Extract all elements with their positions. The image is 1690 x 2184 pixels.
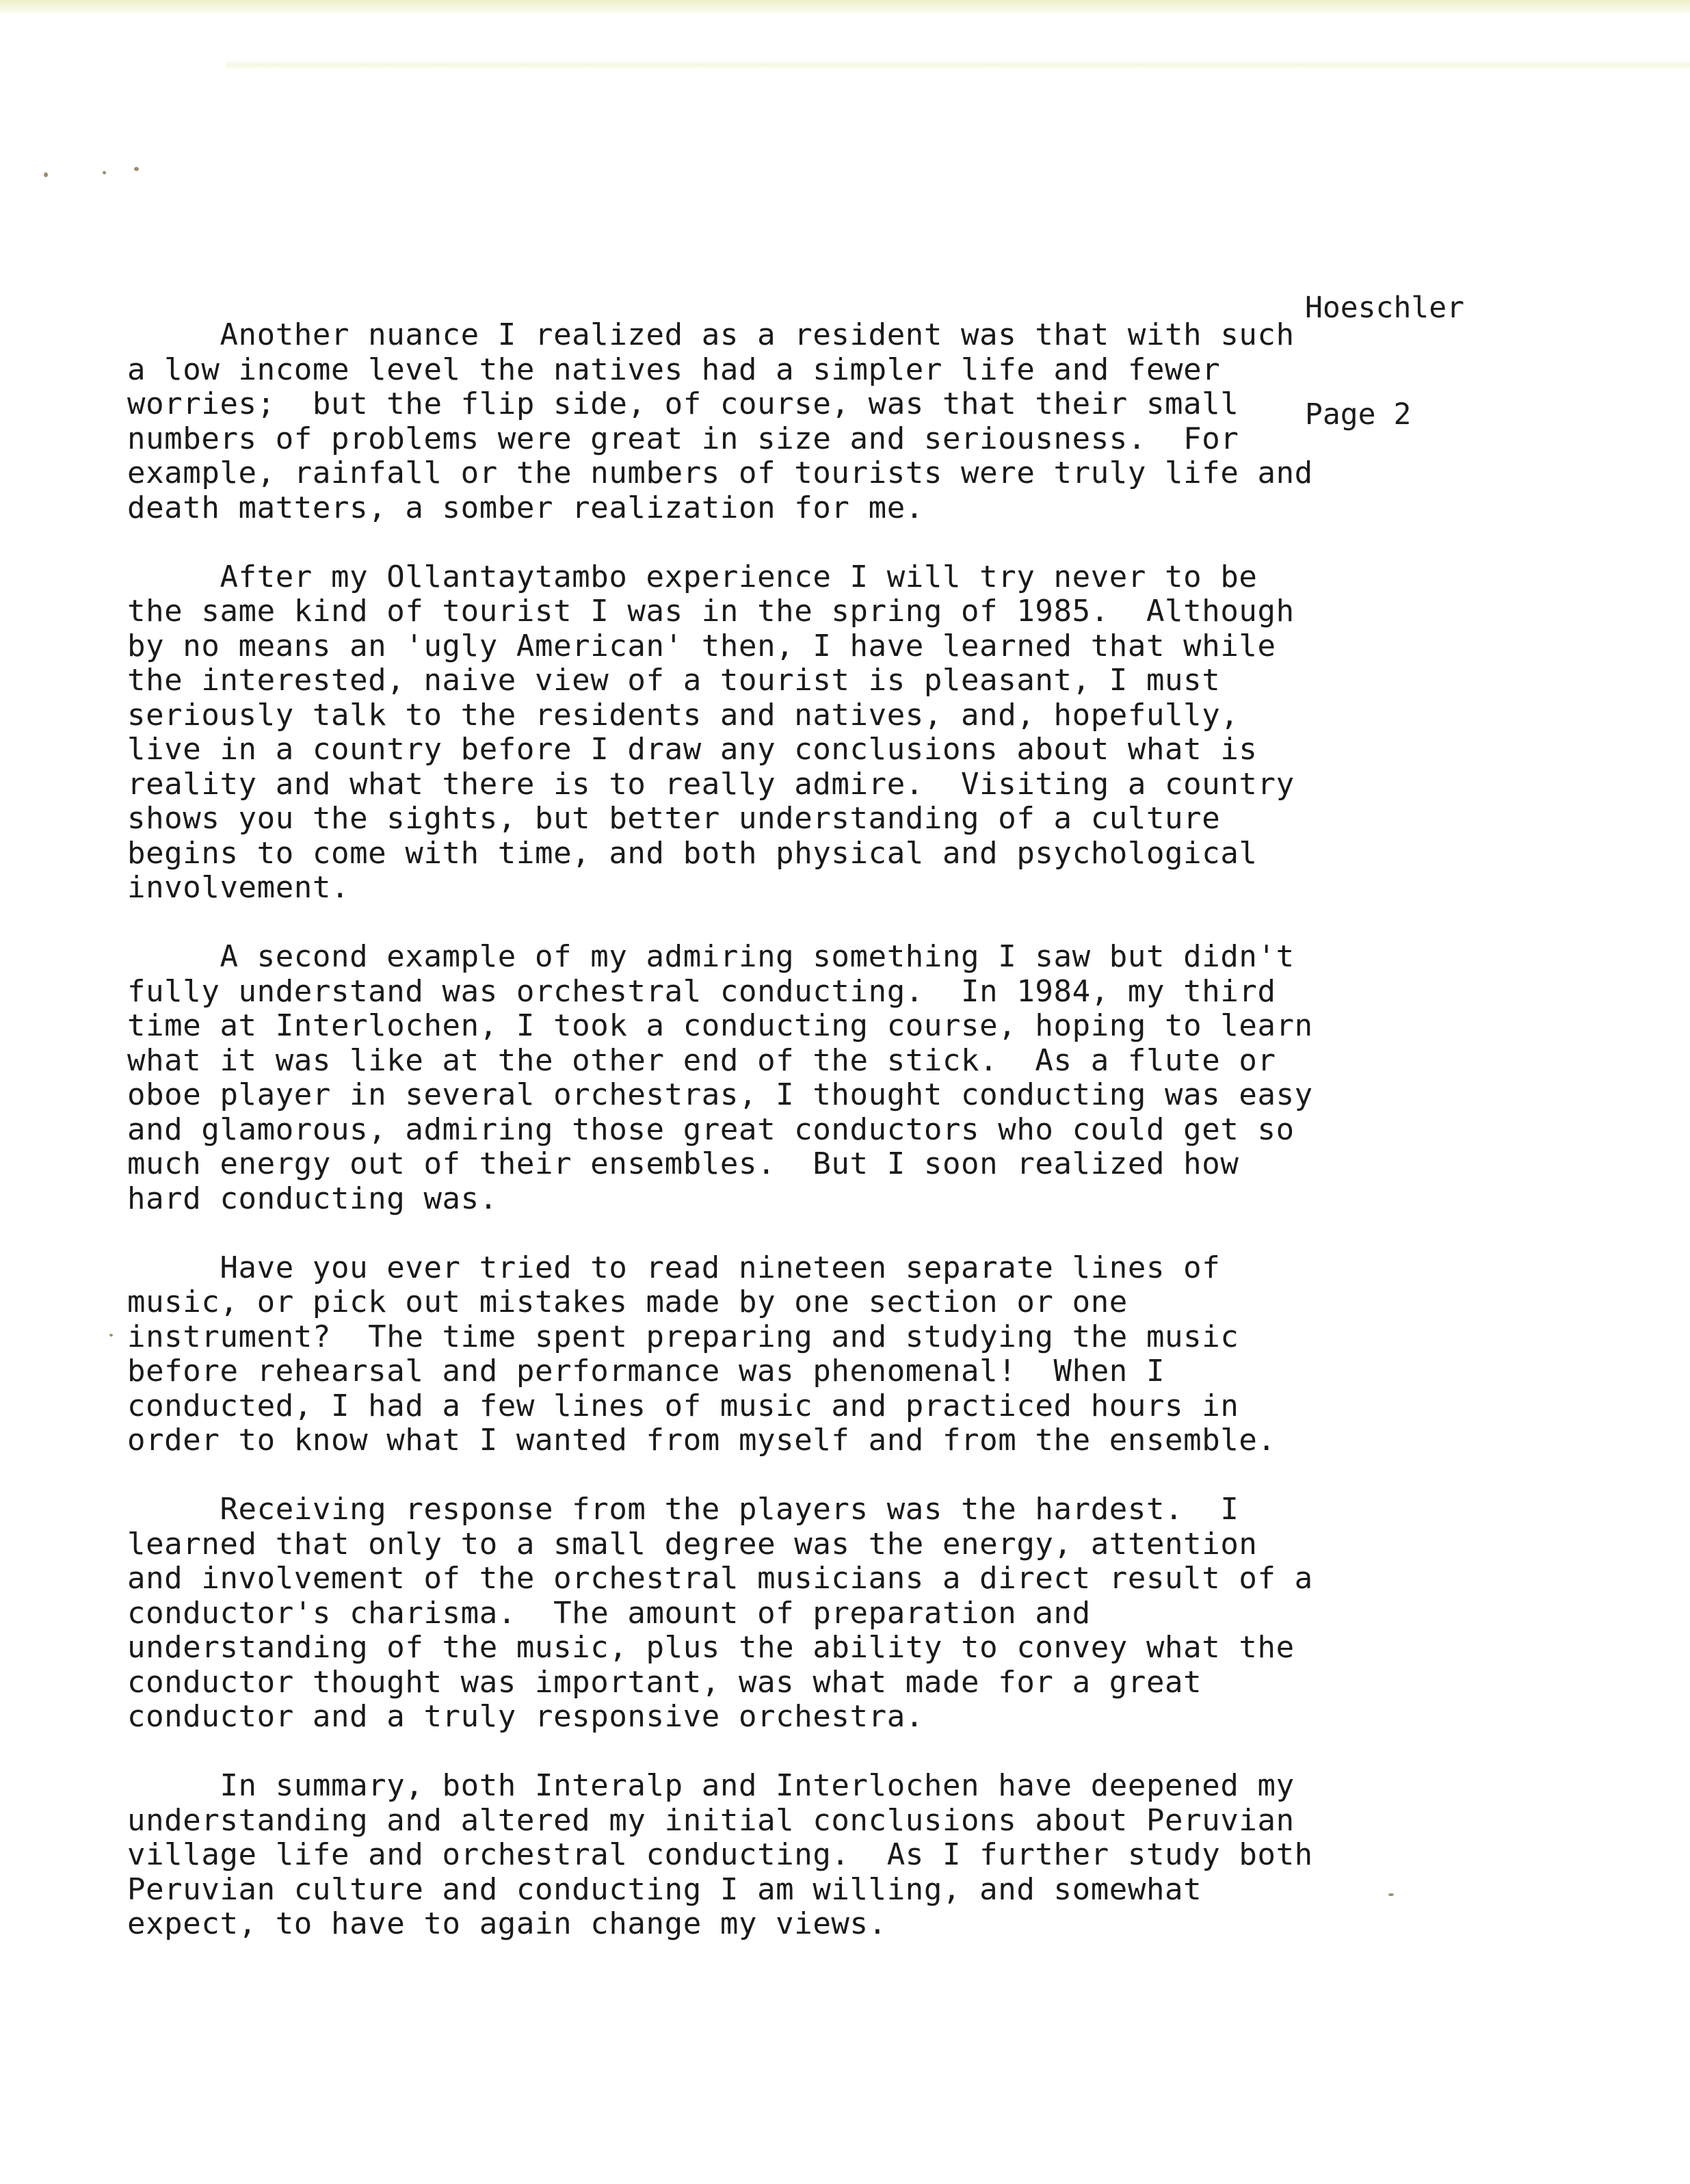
scan-speck (134, 167, 139, 171)
text-line: live in a country before I draw any conclusions about what is (127, 732, 1258, 767)
text-line: understanding of the music, plus the ability to convey what the (127, 1630, 1295, 1665)
text-line: After my Ollantaytambo experience I will try never to be (127, 559, 1258, 594)
text-line: the same kind of tourist I was in the spring of 1985. Although (127, 594, 1295, 629)
text-line: reality and what there is to really admire. Visiting a country (127, 766, 1295, 802)
text-line: learned that only to a small degree was the energy, attention (127, 1526, 1258, 1562)
text-line: and involvement of the orchestral musicians a direct result of a (127, 1561, 1313, 1596)
text-line: village life and orchestral conducting. As I further study both (127, 1837, 1313, 1872)
text-line: hard conducting was. (127, 1181, 498, 1216)
text-line: seriously talk to the residents and natives, and, hopefully, (127, 697, 1239, 733)
text-line: the interested, naive view of a tourist is pleasant, I must (127, 663, 1221, 698)
scan-top-edge (0, 0, 1690, 15)
text-line: conducted, I had a few lines of music and practiced hours in (127, 1388, 1239, 1423)
text-line: what it was like at the other end of the stick. As a flute or (127, 1042, 1276, 1078)
scan-speck (109, 1334, 113, 1337)
text-line: In summary, both Interalp and Interlochen have deepened my (127, 1768, 1295, 1803)
text-line: fully understand was orchestral conducting. In 1984, my third (127, 973, 1276, 1009)
text-line: and glamorous, admiring those great conductors who could get so (127, 1111, 1295, 1147)
text-line: numbers of problems were great in size and seriousness. For (127, 421, 1239, 456)
text-line: expect, to have to again change my views. (127, 1906, 887, 1941)
paragraph-5 (127, 1492, 1495, 1735)
text-line: music, or pick out mistakes made by one section or one (127, 1285, 1128, 1319)
text-line: conductor thought was important, was what made for a great (127, 1664, 1202, 1700)
paragraph-2 (127, 560, 1495, 906)
text-line: conductor's charisma. The amount of preparation and (127, 1595, 1091, 1631)
text-line: shows you the sights, but better understanding of a culture (127, 801, 1221, 836)
scan-streak (226, 60, 1690, 70)
header-page-number: Page 2 (1305, 397, 1412, 432)
paragraph-1 (127, 318, 1495, 525)
paragraph-3 (127, 940, 1495, 1216)
text-line: instrument? The time spent preparing and studying the music (127, 1319, 1239, 1354)
text-line: much energy out of their ensembles. But I soon realized how (127, 1146, 1239, 1181)
scan-speck (44, 172, 48, 177)
text-line: Peruvian culture and conducting I am willing, and somewhat (127, 1871, 1202, 1907)
paragraph-4 (127, 1251, 1495, 1458)
scan-speck (103, 171, 106, 174)
text-line: involvement. (127, 870, 350, 905)
header-author: Hoeschler (1305, 291, 1464, 325)
text-line: order to know what I wanted from myself and from the ensemble. (127, 1423, 1276, 1458)
text-line: oboe player in several orchestras, I thought conducting was easy (127, 1077, 1313, 1112)
text-line: by no means an 'ugly American' then, I have learned that while (127, 628, 1276, 663)
letter-body (127, 318, 1495, 1976)
text-line: begins to come with time, and both physical and psychological (127, 835, 1258, 871)
text-line: Another nuance I realized as a resident was that with such (127, 317, 1295, 352)
text-line: a low income level the natives had a simpler life and fewer (127, 352, 1221, 387)
text-line: Have you ever tried to read nineteen separate lines of (127, 1250, 1221, 1285)
text-line: time at Interlochen, I took a conducting course, hoping to learn (127, 1008, 1313, 1043)
text-line: conductor and a truly responsive orchestra. (127, 1699, 924, 1734)
text-line: before rehearsal and performance was phenomenal! When I (127, 1354, 1165, 1389)
text-line: A second example of my admiring something I saw but didn't (127, 939, 1295, 974)
text-line: worries; but the flip side, of course, was that their small (127, 386, 1239, 421)
paragraph-6 (127, 1769, 1495, 1942)
text-line: Receiving response from the players was the hardest. I (127, 1492, 1239, 1527)
text-line: example, rainfall or the numbers of tourists were truly life and (127, 456, 1313, 490)
text-line: understanding and altered my initial conclusions about Peruvian (127, 1802, 1295, 1838)
text-line: death matters, a somber realization for me. (127, 490, 924, 525)
